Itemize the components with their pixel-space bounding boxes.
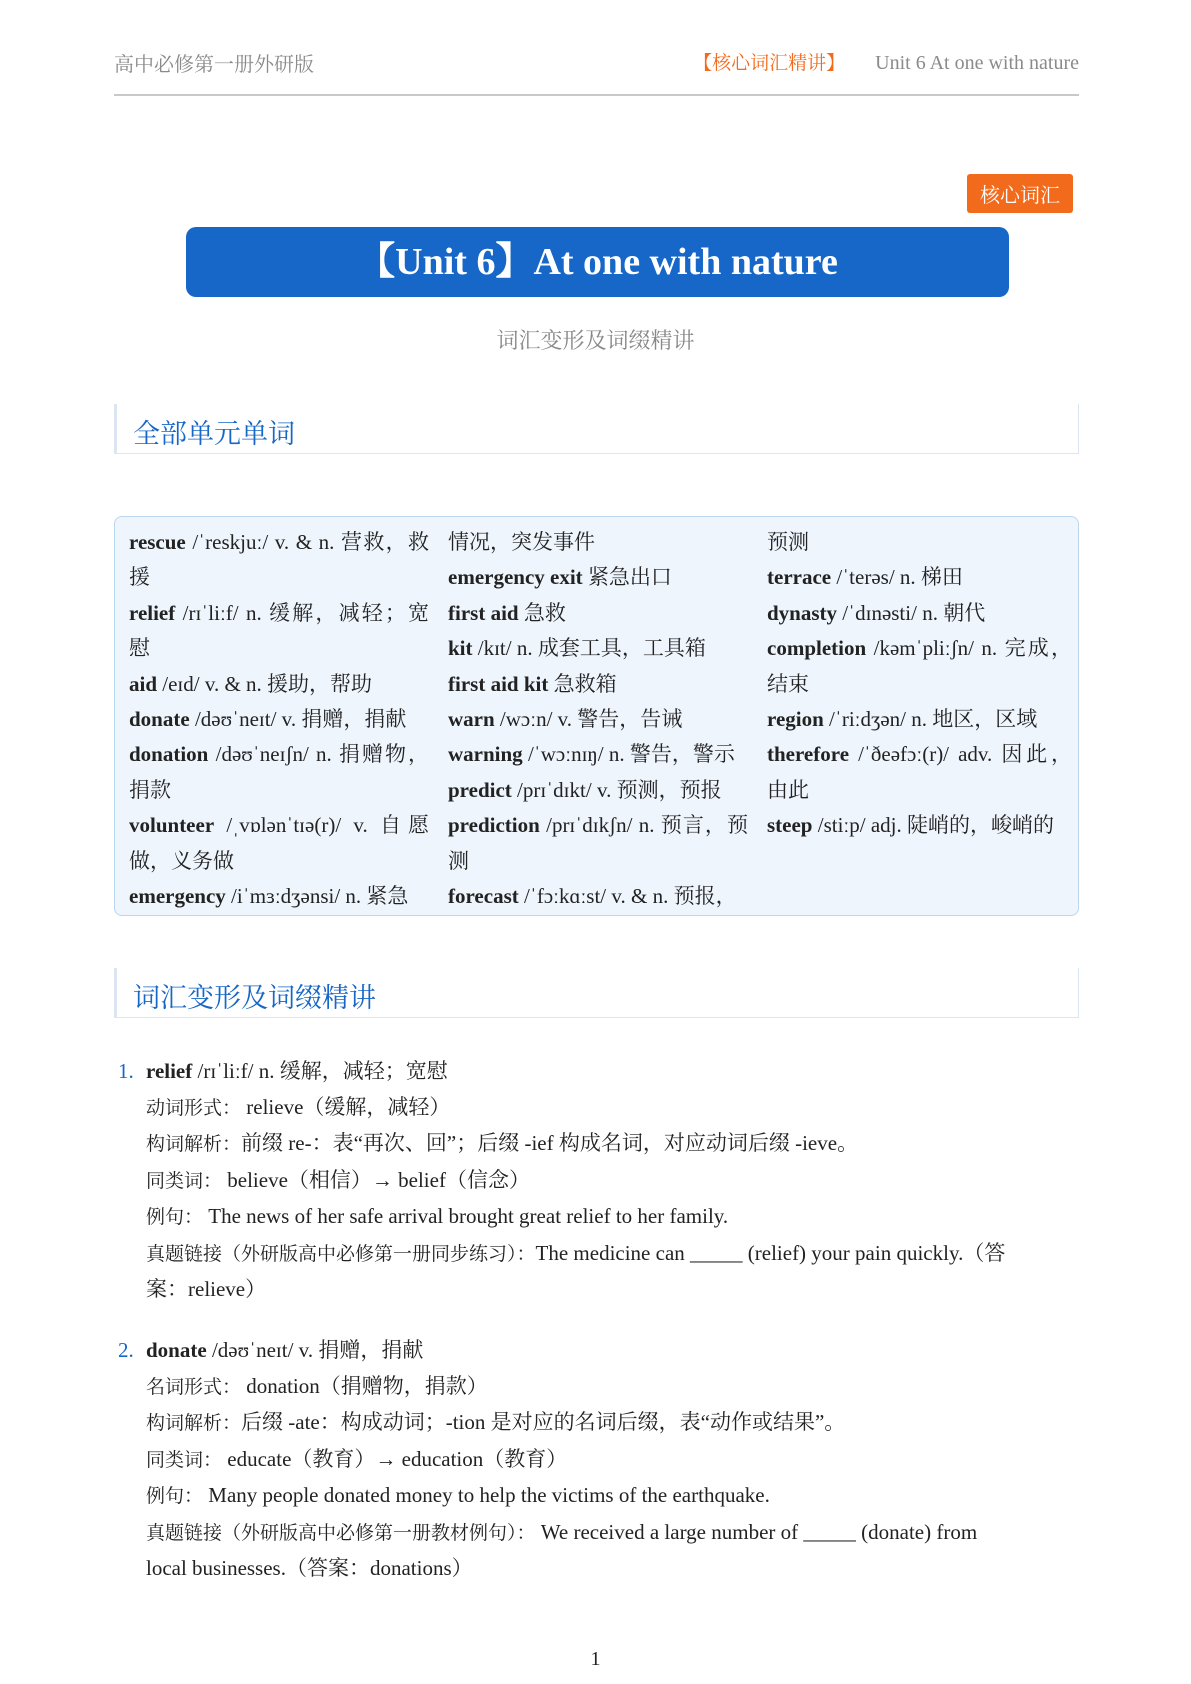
entry-exam-continuation: 案：relieve） bbox=[146, 1277, 267, 1301]
entry-word: donate bbox=[146, 1338, 207, 1362]
entry-exam-label: 真题链接（外研版高中必修第一册同步练习）： bbox=[146, 1242, 536, 1265]
vocab-item bbox=[767, 808, 1072, 843]
vocab-def: /ˈdɪnəsti/ n. 朝代 bbox=[837, 600, 986, 625]
vocab-word: warning bbox=[448, 742, 523, 767]
entry-exam-continuation: local businesses.（答案：donations） bbox=[146, 1556, 473, 1580]
vocab-word: kit bbox=[448, 636, 473, 661]
vocab-word: emergency bbox=[129, 884, 226, 909]
vocab-word: volunteer bbox=[129, 813, 215, 838]
vocab-def: /dəʊˈneɪt/ v. 捐赠，捐献 bbox=[189, 707, 407, 732]
vocab-word: rescue bbox=[129, 530, 186, 554]
entry-analysis-label: 构词解析： bbox=[146, 1133, 242, 1155]
vocab-word: forecast bbox=[448, 884, 519, 909]
vocab-item bbox=[448, 560, 748, 595]
entry-exam: The medicine can _____ (relief) your pain quickly.（答 bbox=[535, 1240, 1006, 1265]
word-entry-2 bbox=[118, 1333, 1079, 1587]
vocab-def: /iˈmɜːdʒənsi/ n. 紧急 bbox=[225, 884, 409, 909]
entry-form: relieve（缓解，减轻） bbox=[241, 1094, 451, 1119]
entry-analysis-line bbox=[118, 1126, 1079, 1163]
page-subtitle: 词汇变形及词缀精讲 bbox=[496, 329, 695, 354]
entry-example-line bbox=[118, 1478, 1079, 1515]
vocab-word: first aid kit bbox=[448, 671, 549, 696]
vocab-def: /eɪd/ v. & n. 援助，帮助 bbox=[157, 671, 373, 696]
vocab-def: /dəʊˈneɪʃn/ n. 捐赠物，捐款 bbox=[129, 742, 429, 802]
entry-number: 1. bbox=[118, 1059, 134, 1083]
vocab-word: relief bbox=[129, 600, 176, 625]
header-section-tag: 【核心词汇精讲】 bbox=[693, 52, 846, 74]
section-heading-text: 词汇变形及词缀精讲 bbox=[133, 983, 376, 1014]
vocab-def: /ˈwɔːnɪŋ/ n. 警告，警示 bbox=[522, 742, 735, 767]
section-heading-all-words bbox=[114, 404, 1079, 454]
entry-number: 2. bbox=[118, 1338, 134, 1362]
vocab-continuation: 情况，突发事件 bbox=[448, 530, 595, 554]
vocab-item bbox=[767, 702, 1072, 737]
vocab-word: completion bbox=[767, 636, 867, 661]
vocab-item bbox=[448, 596, 748, 631]
entry-form-line bbox=[118, 1090, 1079, 1127]
vocab-word: predict bbox=[448, 777, 512, 802]
entry-example: Many people donated money to help the victims of the earthquake. bbox=[203, 1483, 770, 1507]
vocab-def: /ˈriːdʒən/ n. 地区，区域 bbox=[823, 707, 1038, 732]
entry-analysis-label: 构词解析： bbox=[146, 1412, 242, 1434]
vocab-item bbox=[767, 560, 1072, 595]
vocab-def: /kɪt/ n. 成套工具，工具箱 bbox=[472, 636, 706, 661]
entry-analysis: 后缀 -ate：构成动词；-tion 是对应的名词后缀，表“动作或结果”。 bbox=[241, 1410, 846, 1434]
vocab-item bbox=[129, 702, 429, 737]
entry-exam-line bbox=[118, 1515, 1079, 1552]
vocab-list-box bbox=[114, 516, 1079, 916]
entry-similar: believe（相信）→ belief（信念） bbox=[222, 1167, 530, 1192]
vocab-word: donation bbox=[129, 742, 209, 767]
core-vocab-badge: 核心词汇 bbox=[967, 174, 1073, 213]
section-heading-word-forms bbox=[114, 968, 1079, 1018]
vocab-item bbox=[767, 596, 1072, 631]
vocab-word: emergency exit bbox=[448, 565, 583, 590]
entry-form: donation（捐赠物，捐款） bbox=[241, 1373, 488, 1398]
header-unit: Unit 6 At one with nature bbox=[875, 52, 1079, 74]
entry-analysis-line bbox=[118, 1405, 1079, 1442]
vocab-word: region bbox=[767, 707, 824, 732]
entry-similar: educate（教育）→ education（教育） bbox=[222, 1446, 568, 1471]
vocab-def: /ˈfɔːkɑːst/ v. & n. 预报， bbox=[518, 884, 737, 909]
entry-def: /rɪˈliːf/ n. 缓解，减轻；宽慰 bbox=[192, 1059, 448, 1083]
vocab-def: 急救箱 bbox=[548, 671, 617, 696]
vocab-continuation: 预测 bbox=[767, 530, 809, 554]
vocab-word: warn bbox=[448, 707, 495, 732]
entry-def: /dəʊˈneɪt/ v. 捐赠，捐献 bbox=[206, 1338, 424, 1362]
entry-analysis: 前缀 re-：表“再次、回”；后缀 -ief 构成名词，对应动词后缀 -ieve。 bbox=[241, 1131, 859, 1155]
vocab-column-3 bbox=[767, 525, 1072, 844]
vocab-word: steep bbox=[767, 813, 813, 838]
header-book-title: 高中必修第一册外研版 bbox=[114, 54, 314, 76]
vocab-def: /ˈðeəfɔː(r)/ adv. 因此，由此 bbox=[767, 742, 1072, 802]
vocab-item bbox=[448, 702, 748, 737]
vocab-def: /ˈterəs/ n. 梯田 bbox=[831, 565, 963, 590]
vocab-word: terrace bbox=[767, 565, 832, 590]
entry-similar-label: 同类词： bbox=[146, 1169, 223, 1192]
vocab-word: prediction bbox=[448, 813, 540, 838]
entry-similar-line bbox=[118, 1442, 1079, 1479]
vocab-def: 急救 bbox=[518, 600, 566, 625]
vocab-def: /prɪˈdɪkt/ v. 预测，预报 bbox=[511, 777, 722, 802]
vocab-item bbox=[129, 667, 429, 702]
vocab-item bbox=[448, 631, 748, 666]
vocab-def: /stiːp/ adj. 陡峭的，峻峭的 bbox=[812, 813, 1054, 838]
entry-similar-line bbox=[118, 1163, 1079, 1200]
entry-exam-label: 真题链接（外研版高中必修第一册教材例句）： bbox=[146, 1521, 536, 1544]
vocab-def: /prɪˈdɪkʃn/ n. 预言，预测 bbox=[448, 813, 748, 873]
vocab-def: /kəmˈpliːʃn/ n. 完成，结束 bbox=[767, 636, 1072, 696]
vocab-item bbox=[448, 879, 748, 914]
entry-exam: We received a large number of _____ (donate) from bbox=[535, 1519, 978, 1544]
vocab-item bbox=[448, 808, 748, 879]
page-number: 1 bbox=[590, 1648, 601, 1670]
entry-form-line bbox=[118, 1369, 1079, 1406]
entry-headword-line bbox=[118, 1333, 1079, 1369]
entry-form-label: 名词形式： bbox=[146, 1375, 242, 1398]
vocab-def: /ˌvɒlənˈtɪə(r)/ v. 自愿做，义务做 bbox=[129, 813, 429, 873]
vocab-item bbox=[129, 879, 429, 914]
vocab-item bbox=[448, 773, 748, 808]
entry-example-label: 例句： bbox=[146, 1206, 204, 1228]
vocab-def: 紧急出口 bbox=[582, 565, 672, 590]
vocab-item bbox=[129, 737, 429, 808]
vocab-word: first aid bbox=[448, 600, 519, 625]
entry-similar-label: 同类词： bbox=[146, 1448, 223, 1471]
header-divider bbox=[114, 94, 1079, 96]
vocab-item bbox=[129, 525, 429, 596]
vocab-item bbox=[448, 667, 748, 702]
vocab-column-2 bbox=[448, 525, 748, 914]
entry-exam-line bbox=[118, 1236, 1079, 1273]
entry-headword-line bbox=[118, 1054, 1079, 1090]
vocab-item bbox=[129, 596, 429, 667]
section-heading-text: 全部单元单词 bbox=[133, 419, 295, 450]
word-entry-1 bbox=[118, 1054, 1079, 1308]
entry-form-label: 动词形式： bbox=[146, 1096, 242, 1119]
header-right bbox=[693, 48, 1079, 75]
vocab-item bbox=[448, 737, 748, 772]
entry-example: The news of her safe arrival brought great relief to her family. bbox=[203, 1204, 729, 1228]
vocab-item bbox=[767, 631, 1072, 702]
vocab-column-1 bbox=[129, 525, 429, 914]
vocab-item bbox=[129, 808, 429, 879]
vocab-def: /wɔːn/ v. 警告，告诫 bbox=[494, 707, 683, 732]
vocab-word: aid bbox=[129, 671, 158, 696]
entry-word: relief bbox=[146, 1059, 193, 1083]
vocab-item bbox=[767, 737, 1072, 808]
page-title: 【Unit 6】At one with nature bbox=[186, 227, 1009, 297]
vocab-word: therefore bbox=[767, 742, 850, 767]
vocab-def: /rɪˈliːf/ n. 缓解，减轻；宽慰 bbox=[129, 600, 429, 661]
vocab-def: /ˈreskjuː/ v. & n. 营救，救援 bbox=[129, 530, 429, 590]
entry-example-line bbox=[118, 1199, 1079, 1236]
vocab-word: dynasty bbox=[767, 600, 838, 625]
vocab-word: donate bbox=[129, 707, 190, 732]
entry-example-label: 例句： bbox=[146, 1485, 204, 1507]
